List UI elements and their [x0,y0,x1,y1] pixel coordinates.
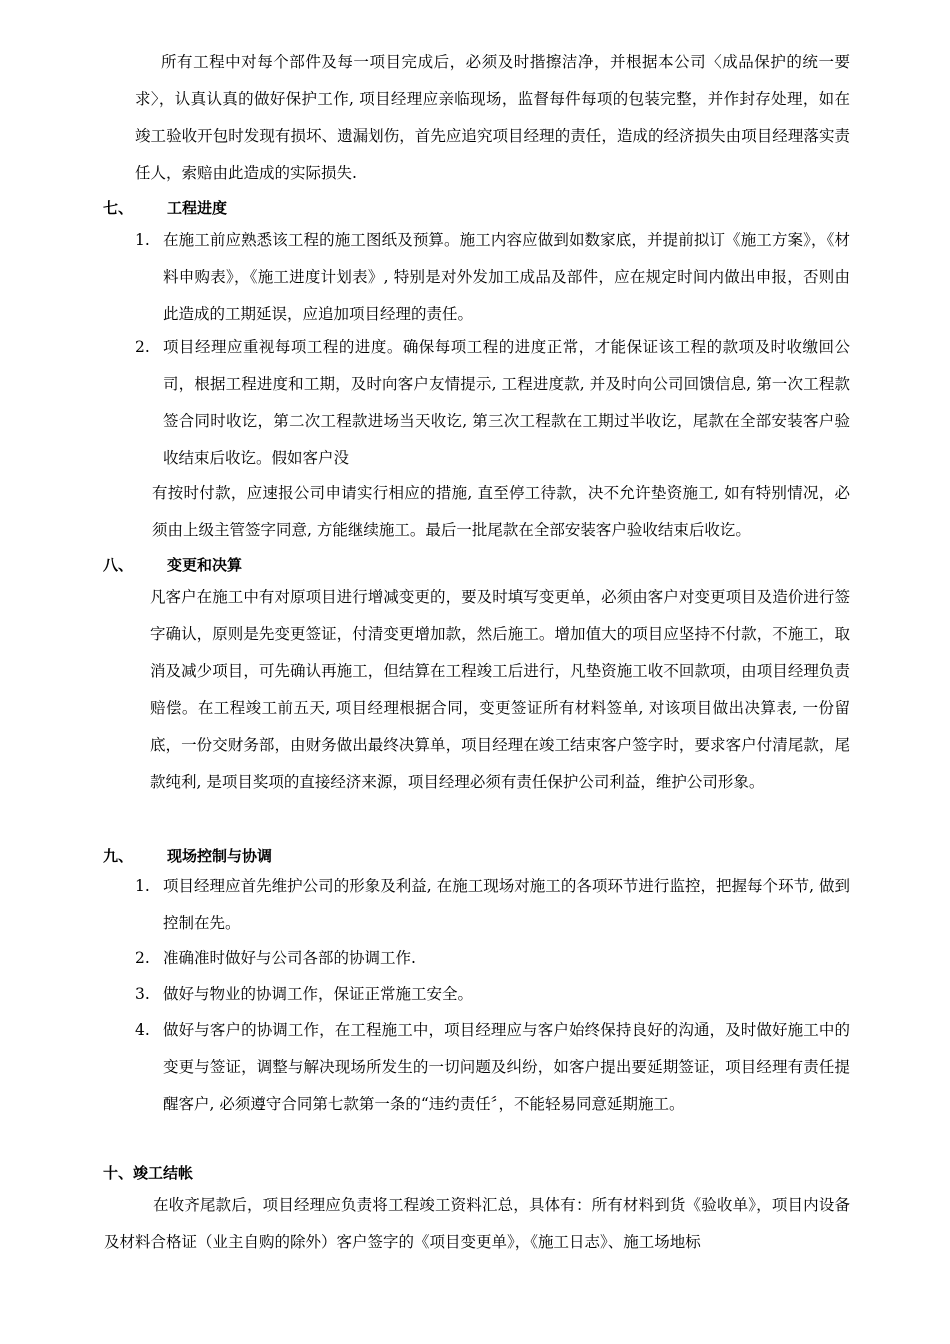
section-8-number: 八、 [103,556,134,574]
section-7-continuation: 有按时付款，应速报公司申请实行相应的措施, 直至停工待款，决不允许垫资施工, 如有特别情况，必须由上级主管签字同意, 方能继续施工。最后一批尾款在全部安装客户验收结束后收讫。 [152,484,850,539]
list-item-text: 做好与物业的协调工作，保证正常施工安全。 [163,985,474,1003]
section-9-number: 九、 [103,847,134,865]
list-item-text: 在施工前应熟悉该工程的施工图纸及预算。施工内容应做到如数家底，并提前拟订《施工方案》，《材料申购表》，《施工进度计划表》, 特别是对外发加工成品及部件，应在规定时间内做出申报，否则由此造成的工期延误，应追加项目经理的责任。 [163,231,850,323]
section-7-number: 七、 [103,199,134,217]
section-7-item-1 [135,222,850,333]
list-item-number: 3. [135,985,150,1003]
list-item-number: 2. [135,949,150,967]
section-7-item-2 [135,329,850,477]
section-9-heading [103,846,272,866]
section-9-item-1 [135,868,850,942]
section-9-item-2 [135,940,850,977]
list-item-text: 准确准时做好与公司各部的协调工作. [163,949,416,967]
intro-paragraph: 所有工程中对每个部件及每一项目完成后，必须及时揩擦洁净，并根据本公司〈成品保护的统一要求〉，认真认真的做好保护工作, 项目经理应亲临现场，监督每件每项的包装完整，并作封存处理，如在竣工验收开包时发现有损坏、遗漏划伤，首先应追究项目经理的责任，造成的经济损失由项目经理落实责任人，索赔由此造成的实际损失. [135,53,850,182]
section-8-title: 变更和决算 [167,556,243,574]
section-8-paragraph: 凡客户在施工中有对原项目进行增减变更的，要及时填写变更单，必须由客户对变更项目及造价进行签字确认，原则是先变更签证，付清变更增加款，然后施工。增加值大的项目应坚持不付款，不施工，取消及减少项目，可先确认再施工，但结算在工程竣工后进行，凡垫资施工收不回款项，由项目经理负责赔偿。在工程竣工前五天, 项目经理根据合同，变更签证所有材料签单, 对该项目做出决算表, 一份留底，一份交财务部，由财务做出最终决算单，项目经理在竣工结束客户签字时，要求客户付清尾款，尾款纯利, 是项目奖项的直接经济来源，项目经理必须有责任保护公司利益，维护公司形象。 [150,588,850,791]
section-7-heading [103,198,227,218]
section-9-item-3 [135,976,850,1013]
list-item-number: 1. [135,231,150,249]
list-item-text: 做好与客户的协调工作，在工程施工中，项目经理应与客户始终保持良好的沟通，及时做好施工中的变更与签证，调整与解决现场所发生的一切问题及纠纷，如客户提出要延期签证，项目经理有责任提醒客户, 必须遵守合同第七款第一条的“违约责任〞，不能轻易同意延期施工。 [163,1021,850,1113]
section-10-heading [103,1163,193,1183]
list-item-number: 2. [135,338,150,356]
section-10-number: 十、 [103,1164,134,1182]
section-8-heading [103,555,242,575]
list-item-text: 项目经理应重视每项工程的进度。确保每项工程的进度正常，才能保证该工程的款项及时收缴回公司，根据工程进度和工期，及时向客户友情提示, 工程进度款, 并及时向公司回馈信息, 第一次工程款签合同时收讫，第二次工程款进场当天收讫, 第三次工程款在工期过半收讫，尾款在全部安装客户验收结束后收讫。假如客户没 [163,338,850,467]
list-item-number: 1. [135,877,150,895]
list-item-text: 项目经理应首先维护公司的形象及利益, 在施工现场对施工的各项环节进行监控，把握每个环节, 做到控制在先。 [163,877,850,932]
section-7-title: 工程进度 [167,199,228,217]
section-9-item-4 [135,1012,850,1123]
section-10-title: 竣工结帐 [133,1164,194,1182]
section-10-paragraph: 在收齐尾款后，项目经理应负责将工程竣工资料汇总，具体有：所有材料到货《验收单》，项目内设备及材料合格证（业主自购的除外）客户签字的《项目变更单》，《施工日志》、施工场地标 [104,1196,850,1251]
section-9-title: 现场控制与协调 [167,847,273,865]
list-item-number: 4. [135,1021,150,1039]
